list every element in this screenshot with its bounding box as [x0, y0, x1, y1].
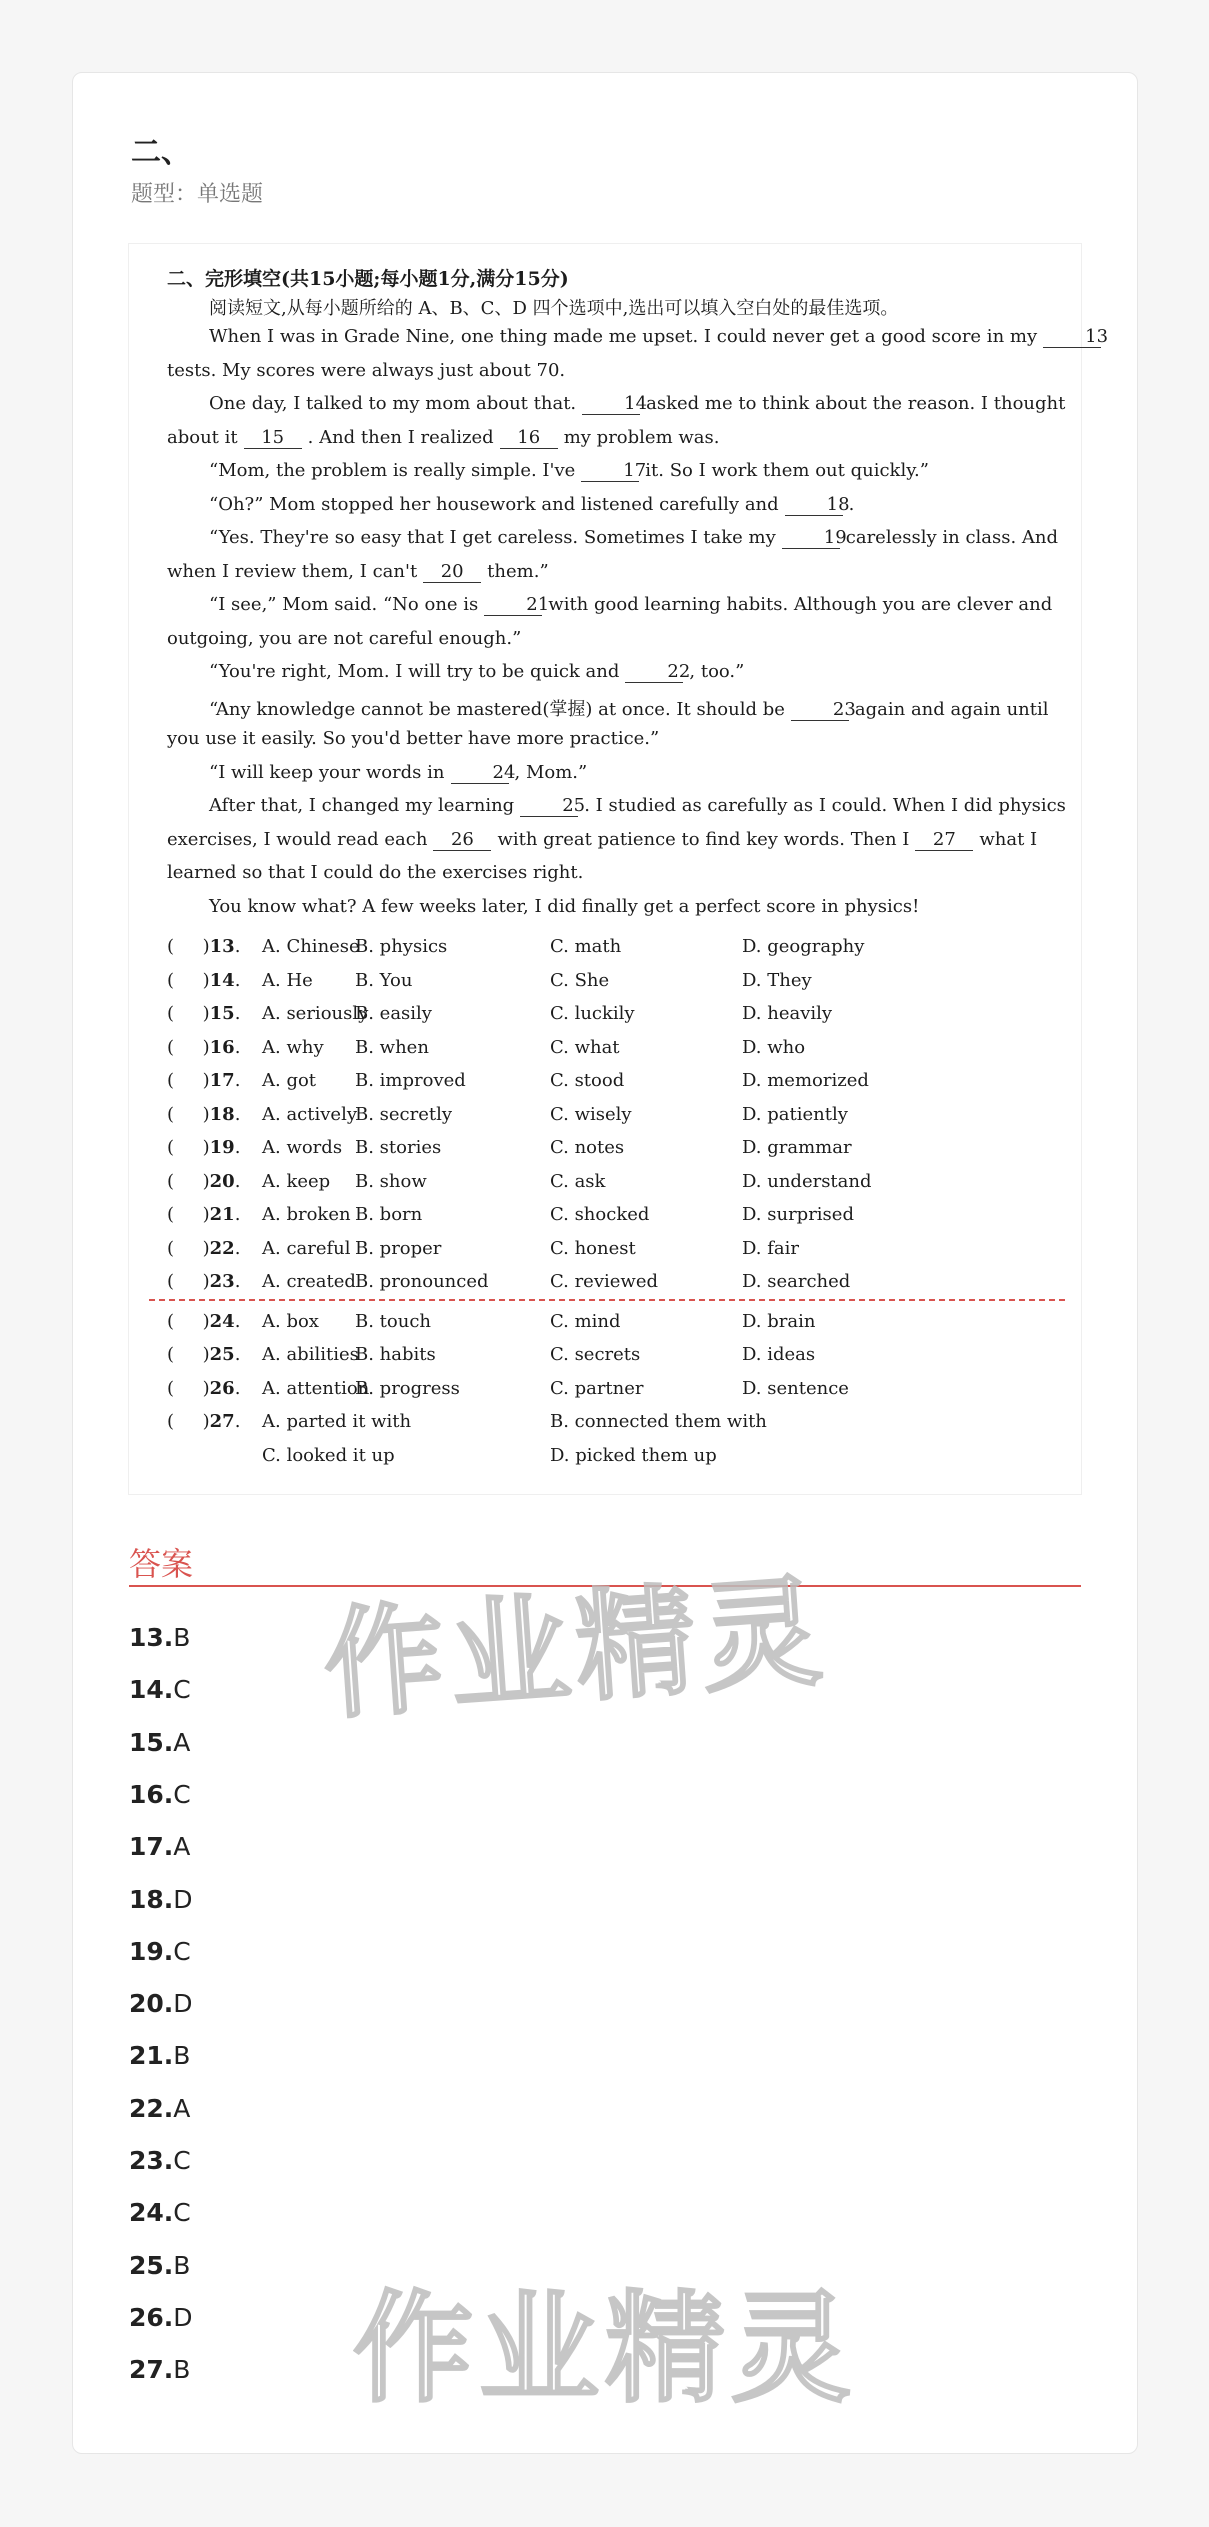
- answer-item: [129, 2355, 190, 2384]
- answer-value: B: [173, 2355, 191, 2385]
- option-c: C. ask: [550, 1170, 606, 1192]
- option-row: [167, 1137, 1047, 1161]
- option-number: ( )22.: [167, 1237, 241, 1259]
- option-a: A. Chinese: [262, 936, 360, 957]
- option-a: A. attention: [262, 1377, 370, 1399]
- blank-number: 26: [433, 829, 491, 851]
- passage-text: with good learning habits. Although you are clever and: [548, 594, 1053, 615]
- passage-text: , too.”: [689, 661, 745, 682]
- option-row: [167, 1238, 1047, 1262]
- option-number: ( )20.: [167, 1170, 241, 1192]
- answer-value: D: [173, 1884, 193, 1914]
- passage-text: . And then I realized: [307, 426, 494, 448]
- option-row: [167, 1378, 1047, 1402]
- answer-number: 20.: [129, 1989, 174, 2019]
- option-number: ( )26.: [167, 1377, 241, 1399]
- answer-value: C: [173, 1779, 191, 1809]
- option-c: C. honest: [550, 1237, 636, 1259]
- option-b: B. progress: [355, 1377, 460, 1399]
- answer-item: [129, 2146, 191, 2175]
- passage-text: You know what? A few weeks later, I did finally get a perfect score in physics!: [209, 895, 920, 917]
- option-a: A. parted it with: [262, 1411, 412, 1432]
- answer-value: A: [173, 1832, 191, 1862]
- option-d: D. sentence: [742, 1377, 849, 1399]
- passage-text: .: [848, 493, 855, 515]
- option-row: [167, 1344, 1047, 1368]
- option-d: D. ideas: [742, 1344, 816, 1365]
- option-row: [167, 1445, 1047, 1469]
- passage-line: [167, 393, 1066, 415]
- passage-line: [167, 695, 1049, 721]
- passage-text: outgoing, you are not careful enough.”: [167, 627, 522, 649]
- option-a: A. careful: [262, 1237, 351, 1259]
- passage-text: carelessly in class. And: [845, 527, 1059, 548]
- passage-text: it. So I work them out quickly.”: [645, 460, 929, 481]
- option-number: ( )24.: [167, 1310, 241, 1332]
- option-a: A. box: [262, 1310, 319, 1332]
- answer-value: D: [173, 1989, 193, 2019]
- option-number: ( )15.: [167, 1003, 241, 1024]
- option-d: D. picked them up: [550, 1444, 717, 1466]
- option-d: D. brain: [742, 1310, 816, 1332]
- blank-number: 19: [782, 527, 840, 549]
- passage-line: [167, 862, 1039, 883]
- option-row: [167, 1311, 1047, 1335]
- passage-text: “Yes. They're so easy that I get careless. Sometimes I take my: [209, 527, 776, 548]
- passage-text: “Any knowledge cannot be mastered(掌握) at once. It should be: [209, 698, 785, 720]
- passage-line: [167, 829, 1039, 851]
- passage-text: about it: [167, 426, 238, 448]
- answer-value: C: [173, 2146, 191, 2175]
- answer-number: 19.: [129, 1936, 174, 1966]
- option-row: [167, 1271, 1047, 1295]
- answer-value: B: [173, 2250, 191, 2280]
- option-c: C. shocked: [550, 1204, 650, 1225]
- option-number: ( )25.: [167, 1344, 241, 1365]
- option-b: B. pronounced: [355, 1271, 489, 1292]
- blank-number: 24: [451, 762, 509, 784]
- option-d: D. understand: [742, 1170, 872, 1192]
- answer-item: [129, 1937, 191, 1966]
- question-type: 题型：单选题: [131, 182, 264, 207]
- option-row: [167, 1037, 1047, 1061]
- answer-number: 16.: [129, 1779, 174, 1809]
- answer-item: [129, 2251, 190, 2280]
- passage-line: [167, 795, 1066, 817]
- option-number: ( )21.: [167, 1204, 241, 1225]
- passage-text: when I review them, I can't: [167, 560, 418, 582]
- passage-line: [167, 728, 1039, 749]
- answer-number: 23.: [129, 2146, 174, 2175]
- blank-number: 15: [244, 427, 302, 449]
- option-b: B. secretly: [355, 1103, 453, 1125]
- blank-number: 22: [625, 661, 683, 683]
- watermark-bottom: 作业精灵: [353, 2280, 857, 2419]
- passage-line: [167, 594, 1053, 616]
- passage-line: [167, 762, 1039, 784]
- option-b: B. born: [355, 1204, 423, 1225]
- passage-line: [167, 896, 1039, 917]
- passage-text: my problem was.: [563, 426, 720, 448]
- option-d: D. patiently: [742, 1103, 848, 1125]
- option-number: ( )14.: [167, 969, 241, 991]
- option-d: D. memorized: [742, 1070, 869, 1091]
- answer-value: A: [173, 1727, 191, 1757]
- passage-text: . I studied as carefully as I could. When I did physics: [584, 795, 1066, 816]
- passage-text: “Mom, the problem is really simple. I've: [209, 460, 576, 481]
- passage-text: tests. My scores were always just about 70.: [167, 359, 566, 381]
- answer-number: 17.: [129, 1832, 174, 1862]
- answer-value: B: [173, 2041, 191, 2071]
- passage-text: learned so that I could do the exercises right.: [167, 862, 584, 883]
- option-b: B. improved: [355, 1070, 466, 1091]
- option-b: B. touch: [355, 1310, 432, 1332]
- answer-number: 27.: [129, 2355, 174, 2385]
- answer-title: 答案: [129, 1545, 194, 1583]
- question-heading: 二、完形填空(共15小题;每小题1分,满分15分): [167, 268, 569, 290]
- answer-number: 18.: [129, 1884, 174, 1914]
- option-a: A. seriously: [262, 1003, 369, 1024]
- option-b: B. habits: [355, 1344, 436, 1365]
- blank-number: 17: [581, 460, 639, 482]
- option-d: D. They: [742, 969, 812, 991]
- passage-line: [167, 460, 1039, 482]
- blank-number: 23: [791, 699, 849, 721]
- option-number: ( )18.: [167, 1103, 241, 1125]
- option-c: C. secrets: [550, 1344, 641, 1365]
- option-a: A. broken: [262, 1204, 351, 1225]
- option-d: D. surprised: [742, 1204, 854, 1225]
- option-b: B. You: [355, 969, 413, 991]
- option-c: C. notes: [550, 1137, 625, 1158]
- passage-text: what I: [979, 828, 1038, 850]
- answer-item: [129, 1885, 193, 1914]
- option-row: [167, 1204, 1047, 1228]
- option-a: A. words: [262, 1137, 343, 1158]
- option-a: A. created: [262, 1271, 356, 1292]
- blank-number: 20: [423, 561, 481, 583]
- option-b: B. connected them with: [550, 1411, 767, 1432]
- passage-text: , Mom.”: [514, 761, 588, 783]
- blank-number: 25: [520, 795, 578, 817]
- answer-item: [129, 1780, 191, 1809]
- blank-number: 21: [484, 594, 542, 616]
- option-a: A. He: [262, 969, 313, 991]
- passage-text: When I was in Grade Nine, one thing made me upset. I could never get a good score in my: [209, 326, 1038, 347]
- option-c: C. wisely: [550, 1103, 632, 1125]
- blank-number: 13: [1043, 326, 1101, 348]
- passage-text: “You're right, Mom. I will try to be quick and: [209, 661, 620, 682]
- passage-text: After that, I changed my learning: [209, 795, 515, 816]
- option-row: [167, 1411, 1047, 1435]
- answer-value: D: [173, 2302, 193, 2332]
- option-row: [167, 936, 1047, 960]
- answer-item: [129, 1728, 190, 1757]
- question-card: [72, 72, 1138, 2454]
- answer-value: A: [173, 2093, 191, 2123]
- answer-item: [129, 1989, 193, 2018]
- passage-text: asked me to think about the reason. I thought: [646, 393, 1066, 414]
- option-row: [167, 970, 1047, 994]
- blank-number: 16: [500, 427, 558, 449]
- answer-value: C: [173, 1675, 191, 1705]
- option-number: ( )23.: [167, 1271, 241, 1292]
- blank-number: 18: [785, 494, 843, 516]
- answer-number: 24.: [129, 2198, 174, 2228]
- answer-value: C: [173, 2198, 191, 2228]
- option-d: D. heavily: [742, 1003, 833, 1024]
- option-number: ( )16.: [167, 1036, 241, 1058]
- answer-item: [129, 2303, 193, 2332]
- option-number: ( )13.: [167, 936, 241, 957]
- passage-line: [167, 494, 1039, 516]
- option-a: A. why: [262, 1036, 324, 1058]
- passage-text: “I see,” Mom said. “No one is: [209, 594, 479, 615]
- answer-number: 25.: [129, 2250, 174, 2280]
- option-d: D. who: [742, 1036, 806, 1058]
- answer-item: [129, 1832, 190, 1861]
- option-a: A. actively: [262, 1103, 357, 1125]
- page-break-divider: [149, 1299, 1065, 1301]
- answer-number: 14.: [129, 1675, 174, 1705]
- option-c: C. luckily: [550, 1003, 635, 1024]
- passage-line: [167, 360, 1039, 381]
- passage-text: One day, I talked to my mom about that.: [209, 393, 577, 414]
- option-b: B. proper: [355, 1237, 442, 1259]
- passage-line: [167, 661, 1039, 683]
- option-b: B. when: [355, 1036, 429, 1058]
- option-c: C. reviewed: [550, 1271, 658, 1292]
- option-b: B. physics: [355, 936, 448, 957]
- option-c: C. math: [550, 936, 622, 957]
- answer-number: 15.: [129, 1727, 174, 1757]
- option-number: ( )19.: [167, 1137, 241, 1158]
- answer-number: 26.: [129, 2302, 174, 2332]
- option-row: [167, 1104, 1047, 1128]
- blank-number: 14: [582, 393, 640, 415]
- option-number: ( )17.: [167, 1070, 241, 1091]
- passage-text: “Oh?” Mom stopped her housework and listened carefully and: [209, 493, 779, 515]
- passage-line: [167, 527, 1059, 549]
- passage-text: exercises, I would read each: [167, 828, 428, 850]
- option-d: D. fair: [742, 1237, 799, 1259]
- answer-item: [129, 1623, 190, 1652]
- answer-number: 22.: [129, 2093, 174, 2123]
- option-b: B. show: [355, 1170, 427, 1192]
- blank-number: 27: [915, 829, 973, 851]
- answer-item: [129, 2094, 190, 2123]
- watermark-top: 作业精灵: [319, 1562, 832, 1737]
- option-c: C. looked it up: [262, 1444, 395, 1466]
- option-row: [167, 1070, 1047, 1094]
- option-d: D. grammar: [742, 1137, 852, 1158]
- option-c: C. what: [550, 1036, 620, 1058]
- passage-line: [167, 326, 1109, 348]
- option-d: D. searched: [742, 1271, 851, 1292]
- question-instruction: 阅读短文,从每小题所给的 A、B、C、D 四个选项中,选出可以填入空白处的最佳选项。: [209, 298, 899, 319]
- answer-item: [129, 2198, 191, 2227]
- answer-item: [129, 1675, 191, 1704]
- question-image: [128, 243, 1109, 1495]
- passage-text: you use it easily. So you'd better have more practice.”: [167, 728, 660, 749]
- option-a: A. keep: [262, 1170, 331, 1192]
- option-b: B. easily: [355, 1003, 432, 1024]
- passage-text: them.”: [487, 560, 549, 582]
- answer-value: B: [173, 1623, 191, 1652]
- option-row: [167, 1003, 1047, 1027]
- option-c: C. She: [550, 969, 610, 991]
- passage-text: with great patience to find key words. Then I: [497, 828, 910, 850]
- passage-line: [167, 628, 1039, 649]
- option-b: B. stories: [355, 1137, 442, 1158]
- option-c: C. stood: [550, 1070, 625, 1091]
- answer-value: C: [173, 1936, 191, 1966]
- option-a: A. abilities: [262, 1344, 359, 1365]
- passage-line: [167, 427, 1039, 449]
- answer-number: 13.: [129, 1623, 174, 1652]
- option-c: C. mind: [550, 1310, 621, 1332]
- passage-text: again and again until: [854, 698, 1049, 720]
- option-a: A. got: [262, 1070, 317, 1091]
- option-c: C. partner: [550, 1377, 644, 1399]
- answer-number: 21.: [129, 2041, 174, 2071]
- option-d: D. geography: [742, 936, 865, 957]
- option-number: ( )27.: [167, 1411, 241, 1432]
- section-title: 二、: [131, 135, 191, 170]
- passage-line: [167, 561, 1039, 583]
- answer-item: [129, 2041, 190, 2070]
- passage-text: “I will keep your words in: [209, 761, 445, 783]
- option-row: [167, 1171, 1047, 1195]
